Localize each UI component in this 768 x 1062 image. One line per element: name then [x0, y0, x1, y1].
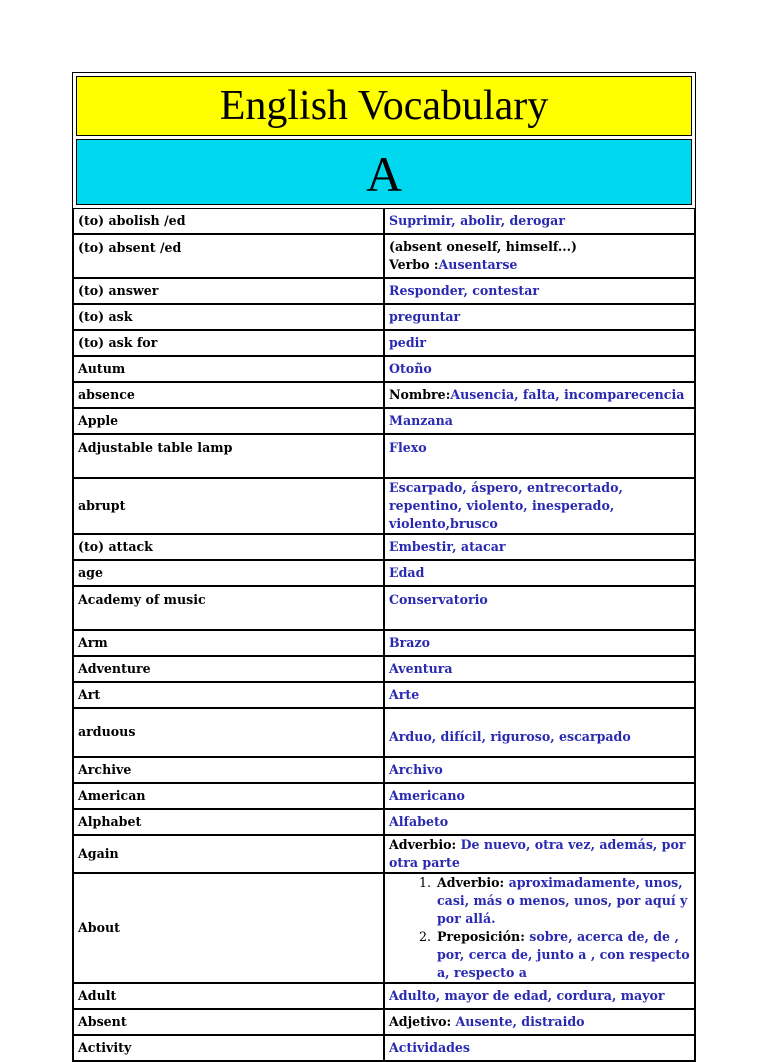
term-cell: (to) abolish /ed	[73, 208, 384, 234]
translation-text: Ausentarse	[438, 257, 518, 272]
term-cell: Absent	[73, 1009, 384, 1035]
part-of-speech: Adverbio:	[389, 837, 457, 852]
term-cell: Activity	[73, 1035, 384, 1061]
translation-text: Ausente, distraido	[455, 1014, 585, 1029]
term-cell: Alphabet	[73, 809, 384, 835]
translation-cell	[384, 408, 695, 434]
translation-cell	[384, 757, 695, 783]
table-row	[73, 783, 695, 809]
translation-cell	[384, 234, 695, 278]
translation-cell	[384, 330, 695, 356]
translation-text: Manzana	[389, 413, 453, 428]
translation-text: Archivo	[389, 762, 443, 777]
table-row	[73, 434, 695, 478]
term-cell: Adjustable table lamp	[73, 434, 384, 478]
table-row	[73, 408, 695, 434]
translation-text: Conservatorio	[389, 592, 488, 607]
part-of-speech: Nombre:	[389, 387, 451, 402]
term-cell: Art	[73, 682, 384, 708]
translation-text: Edad	[389, 565, 425, 580]
translation-cell	[384, 534, 695, 560]
translation-text: sobre, acerca de, de , por, cerca de, junto a , con respecto a, respecto a	[437, 929, 690, 980]
term-cell: Archive	[73, 757, 384, 783]
term-cell: (to) ask	[73, 304, 384, 330]
table-row	[73, 356, 695, 382]
table-row	[73, 708, 695, 757]
table-row	[73, 682, 695, 708]
term-cell: (to) attack	[73, 534, 384, 560]
translation-cell	[384, 434, 695, 478]
section-letter: A	[76, 139, 692, 205]
translation-cell	[384, 783, 695, 809]
translation-cell	[384, 708, 695, 757]
title-cell	[73, 73, 695, 208]
term-cell: abrupt	[73, 478, 384, 534]
translation-text: Adulto, mayor de edad, cordura, mayor	[389, 988, 665, 1003]
translation-text: Arte	[389, 687, 420, 702]
translation-cell	[384, 1009, 695, 1035]
translation-cell	[384, 809, 695, 835]
translation-cell	[384, 656, 695, 682]
table-row	[73, 757, 695, 783]
translation-text: Alfabeto	[389, 814, 449, 829]
table-row	[73, 586, 695, 630]
about-definitions-list	[389, 874, 690, 982]
table-row	[73, 873, 695, 983]
translation-text: Arduo, difícil, riguroso, escarpado	[389, 729, 631, 744]
part-of-speech: Adverbio:	[437, 875, 505, 890]
translation-cell	[384, 382, 695, 408]
table-row	[73, 809, 695, 835]
term-cell: Adventure	[73, 656, 384, 682]
translation-cell	[384, 873, 695, 983]
term-cell: Again	[73, 835, 384, 873]
translation-cell	[384, 983, 695, 1009]
table-row	[73, 304, 695, 330]
table-row	[73, 630, 695, 656]
usage-note: (absent oneself, himself...)	[389, 239, 577, 254]
page-title: English Vocabulary	[76, 76, 692, 136]
title-row	[73, 73, 695, 208]
table-row	[73, 983, 695, 1009]
translation-text: Americano	[389, 788, 465, 803]
part-of-speech: Preposición:	[437, 929, 525, 944]
table-row	[73, 1009, 695, 1035]
term-cell: Adult	[73, 983, 384, 1009]
translation-text: aproximadamente, unos, casi, más o menos, unos, por aquí y por allá.	[437, 875, 688, 926]
translation-text: Suprimir, abolir, derogar	[389, 213, 565, 228]
vocabulary-sheet	[72, 72, 696, 1062]
translation-text: Responder, contestar	[389, 283, 539, 298]
table-row	[73, 208, 695, 234]
translation-cell	[384, 835, 695, 873]
translation-text: preguntar	[389, 309, 461, 324]
table-row	[73, 835, 695, 873]
list-item	[435, 928, 690, 982]
translation-cell	[384, 560, 695, 586]
table-row	[73, 234, 695, 278]
translation-text: Brazo	[389, 635, 430, 650]
term-cell: arduous	[73, 708, 384, 757]
term-cell: absence	[73, 382, 384, 408]
translation-text: Ausencia, falta, incomparecencia	[450, 387, 685, 402]
part-of-speech: Adjetivo:	[389, 1014, 452, 1029]
term-cell: Academy of music	[73, 586, 384, 630]
term-cell: American	[73, 783, 384, 809]
translation-cell	[384, 304, 695, 330]
translation-text: Escarpado, áspero, entrecortado, repentino, violento, inesperado, violento,brusco	[389, 480, 623, 531]
translation-text: Flexo	[389, 440, 427, 455]
term-cell: age	[73, 560, 384, 586]
translation-text: De nuevo, otra vez, además, por otra parte	[389, 837, 686, 870]
table-row	[73, 534, 695, 560]
translation-text: Otoño	[389, 361, 432, 376]
term-cell: (to) answer	[73, 278, 384, 304]
vocabulary-table	[72, 72, 696, 1062]
term-cell: About	[73, 873, 384, 983]
translation-cell	[384, 208, 695, 234]
translation-cell	[384, 586, 695, 630]
translation-cell	[384, 356, 695, 382]
translation-cell	[384, 682, 695, 708]
term-cell: (to) absent /ed	[73, 234, 384, 278]
translation-cell	[384, 630, 695, 656]
table-row	[73, 656, 695, 682]
translation-text: Actividades	[389, 1040, 471, 1055]
list-item	[435, 874, 690, 928]
table-row	[73, 382, 695, 408]
translation-text: pedir	[389, 335, 427, 350]
table-row	[73, 278, 695, 304]
translation-cell	[384, 1035, 695, 1061]
term-cell: Arm	[73, 630, 384, 656]
table-row	[73, 478, 695, 534]
table-row	[73, 1035, 695, 1061]
translation-cell	[384, 278, 695, 304]
term-cell: Autum	[73, 356, 384, 382]
translation-text: Aventura	[389, 661, 453, 676]
table-row	[73, 560, 695, 586]
table-row	[73, 330, 695, 356]
part-of-speech: Verbo :	[389, 257, 439, 272]
term-cell: (to) ask for	[73, 330, 384, 356]
translation-text: Embestir, atacar	[389, 539, 506, 554]
translation-cell	[384, 478, 695, 534]
term-cell: Apple	[73, 408, 384, 434]
